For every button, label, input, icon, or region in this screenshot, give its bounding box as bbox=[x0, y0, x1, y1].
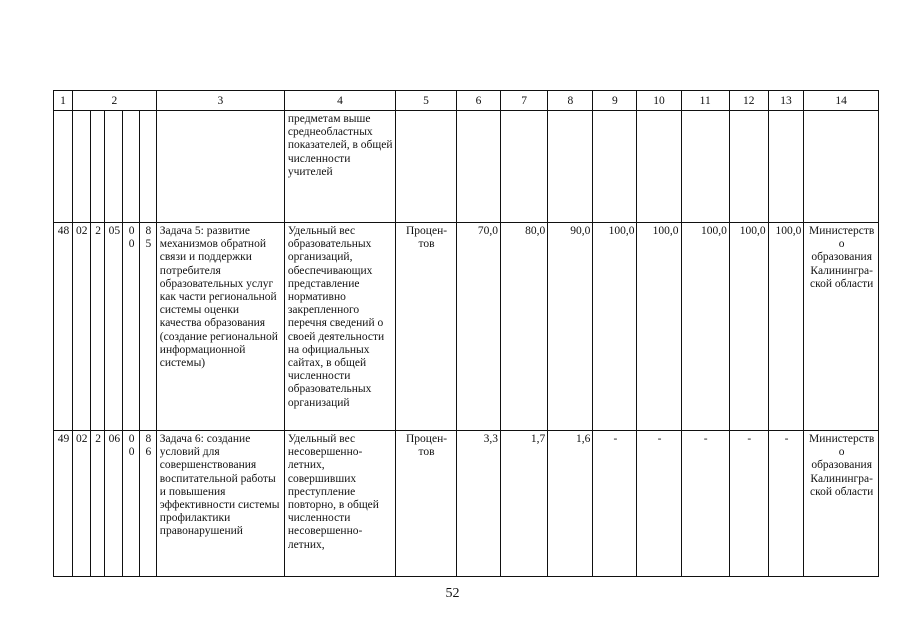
header-col-13: 13 bbox=[768, 91, 804, 111]
table-row bbox=[54, 223, 879, 431]
indicator-cell: Удельный вес несовершенно-летних, совершивших преступление повторно, в общей численности несовершенно-летних, bbox=[284, 431, 395, 577]
header-col-5: 5 bbox=[396, 91, 457, 111]
value-cell: 70,0 bbox=[456, 223, 500, 431]
header-col-3: 3 bbox=[156, 91, 284, 111]
value-cell: 1,6 bbox=[548, 431, 593, 577]
indicator-cell: Удельный вес образовательных организаций, обеспечивающих представление нормативно закрепленного перечня сведений о своей деятельности на официальных сайтах, в общей численности образовательных организаций bbox=[284, 223, 395, 431]
header-col-14: 14 bbox=[804, 91, 879, 111]
header-col-8: 8 bbox=[548, 91, 593, 111]
value-cell: - bbox=[681, 431, 729, 577]
code-part: 00 bbox=[123, 431, 140, 577]
header-row bbox=[54, 91, 879, 111]
continuation-indicator: предметам выше среднеобластных показателей, в общей численности учителей bbox=[284, 111, 395, 223]
code-part: 02 bbox=[72, 223, 90, 431]
value-cell: 90,0 bbox=[548, 223, 593, 431]
unit-cell: Процен-тов bbox=[396, 223, 457, 431]
value-cell: 80,0 bbox=[501, 223, 548, 431]
header-col-2: 2 bbox=[72, 91, 156, 111]
task-cell: Задача 5: развитие механизмов обратной связи и поддержки потребителя образовательных услуг как части региональной системы оценки качества образования (создание региональной информационной системы) bbox=[156, 223, 284, 431]
header-col-10: 10 bbox=[637, 91, 681, 111]
code-part: 2 bbox=[90, 223, 105, 431]
value-cell: - bbox=[593, 431, 637, 577]
code-part: 85 bbox=[140, 223, 157, 431]
code-part: 00 bbox=[123, 223, 140, 431]
executor-cell: Министерство образования Калинингра-ской области bbox=[804, 223, 879, 431]
code-part: 86 bbox=[140, 431, 157, 577]
code-part: 05 bbox=[105, 223, 123, 431]
code-part: 2 bbox=[90, 431, 105, 577]
executor-cell: Министерство образования Калинингра-ской области bbox=[804, 431, 879, 577]
header-col-12: 12 bbox=[729, 91, 768, 111]
value-cell: 100,0 bbox=[637, 223, 681, 431]
value-cell: - bbox=[729, 431, 768, 577]
value-cell: 100,0 bbox=[593, 223, 637, 431]
task-cell: Задача 6: создание условий для совершенствования воспитательной работы и повышения эффективности системы профилактики правонарушений bbox=[156, 431, 284, 577]
page-number: 52 bbox=[445, 586, 460, 601]
value-cell: 100,0 bbox=[768, 223, 804, 431]
value-cell: - bbox=[637, 431, 681, 577]
unit-cell: Процен-тов bbox=[396, 431, 457, 577]
header-col-4: 4 bbox=[284, 91, 395, 111]
value-cell: 100,0 bbox=[681, 223, 729, 431]
value-cell: 100,0 bbox=[729, 223, 768, 431]
value-cell: 3,3 bbox=[456, 431, 500, 577]
table-row bbox=[54, 431, 879, 577]
indicators-table bbox=[53, 90, 879, 577]
header-col-1: 1 bbox=[54, 91, 73, 111]
row-number: 48 bbox=[54, 223, 73, 431]
header-col-9: 9 bbox=[593, 91, 637, 111]
row-number: 49 bbox=[54, 431, 73, 577]
code-part: 06 bbox=[105, 431, 123, 577]
header-col-7: 7 bbox=[501, 91, 548, 111]
value-cell: 1,7 bbox=[501, 431, 548, 577]
header-col-11: 11 bbox=[681, 91, 729, 111]
value-cell: - bbox=[768, 431, 804, 577]
code-part: 02 bbox=[72, 431, 90, 577]
continuation-row bbox=[54, 111, 879, 223]
header-col-6: 6 bbox=[456, 91, 500, 111]
